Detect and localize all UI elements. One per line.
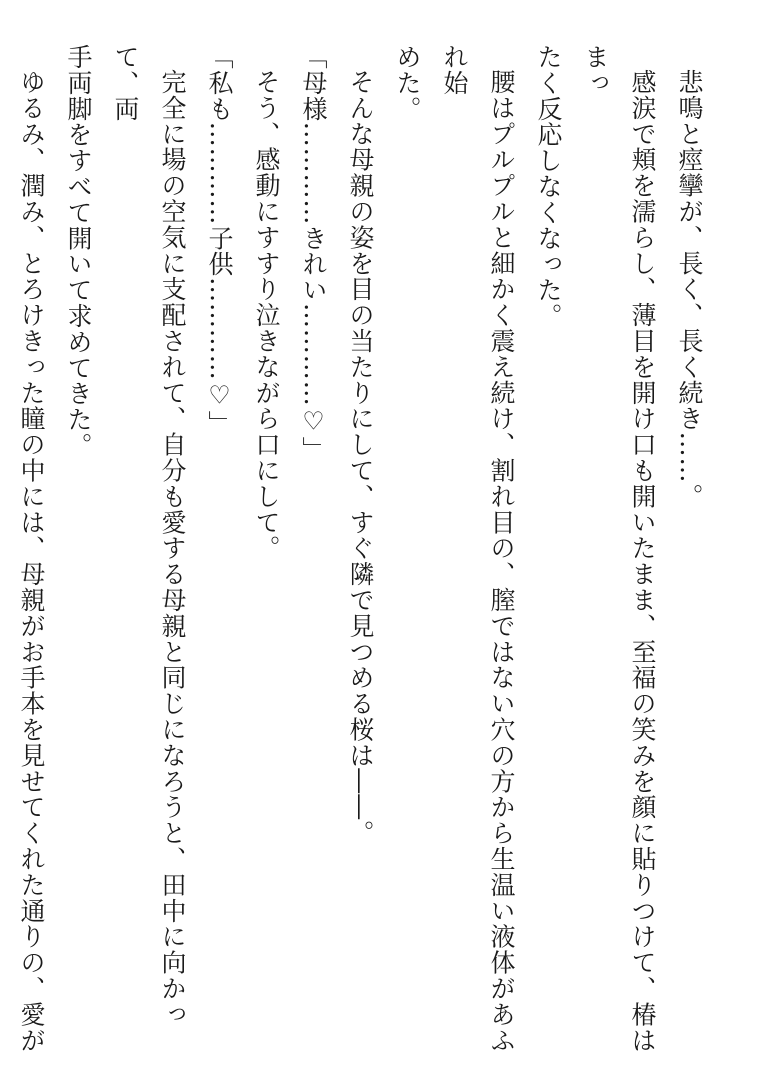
text-line-2: 感涙で頬を濡らし、薄目を開け口も開いたまま、至福の笑みを顔に貼りつけて、椿はまっ [581,44,657,1054]
text-line-3: たく反応しなくなった。 [534,44,563,329]
vertical-text-body [0,44,713,1054]
text-line-5: めた。 [393,44,422,122]
text-line-11: 手両脚をすべて開いて求めてきた。 [64,44,93,459]
text-line-10: 完全に場の空気に支配されて、自分も愛する母親と同じになろうと、田中に向かって、両 [111,44,187,1028]
text-line-6: そんな母親の姿を目の当たりにして、すぐ隣で見つめる桜は――。 [346,69,375,846]
text-line-4: 腰はプルプルと細かく震え続け、割れ目の、膣ではない穴の方から生温い液体があふれ始 [440,44,516,1054]
dialogue-line-9: 「私も…………子供…………♡」 [205,44,234,437]
text-line-12: ゆるみ、潤み、とろけきった瞳の中には、母親がお手本を見せてくれた通りの、愛が [17,69,46,1054]
text-line-8: そう、感動にすすり泣きながら口にして。 [252,69,281,562]
text-line-1: 悲鳴と痙攣が、長く、長く続き……。 [675,69,704,510]
dialogue-line-7: 「母様…………きれい…………♡」 [299,44,328,463]
